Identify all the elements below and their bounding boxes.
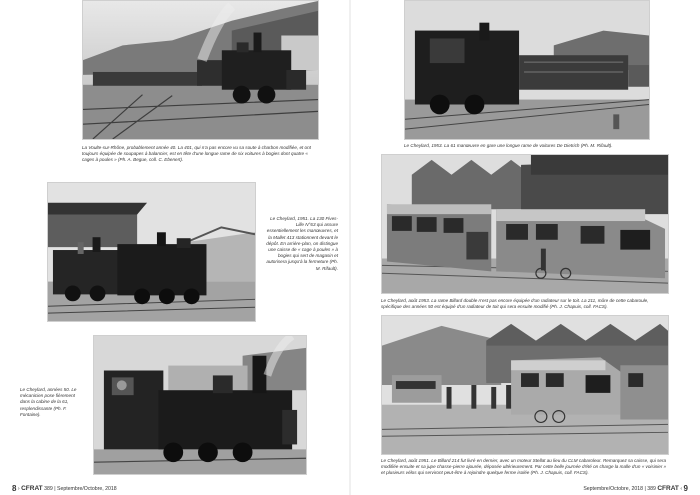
photo-cheylard-1953 [404, 0, 650, 140]
footer-right: Septembre/Octobre, 2018 | 389 CFRAT ‹ 9 [583, 484, 688, 493]
photo-voulte-train [82, 0, 319, 140]
caption-billard-214: Le Cheylard, août 1951. Le Billard 214 fut livré en dernier, avec un moteur Stellat au lieu du CLM cabaroleur. Remarquez sa caisse, qui sera modifiée ensuite et sa jupe chasse-pierre ajourée, déposée ultérieurement. Par cette belle journée d'été on charge la malle d'un « voisinier » et plusieurs vélos qui serviront peut-être à rejoindre quelque ferme isolée (Ph. J. Chapuis, coll. FACS). [381, 458, 667, 476]
footer-right-issue: 389 [647, 486, 656, 492]
footer-right-brand: CFRAT [657, 485, 679, 492]
footer-left-brand: CFRAT [21, 485, 43, 492]
footer-left-date: Septembre/Octobre, 2018 [56, 486, 117, 492]
photo-mecanicien-61 [93, 335, 307, 475]
footer-right-sep: ‹ [680, 486, 683, 492]
photo-cheylard-depot [47, 182, 256, 322]
page-number-right: 9 [683, 484, 688, 493]
caption-billard-double: Le Cheylard, août 1953. La rame Billard double n'est pas encore équipée d'un radiateur sur le toit. La 211, mûre de cette cabaroule, spécifique des années 50 est équipé d'un radiateur de toit qui sera ensuite modifié (Ph. J. Chapuis, coll. FACS). [381, 298, 649, 310]
caption-voulte: La Voulte-sur-Rhône, probablement année 40. La 401, qui n'a pas encore vu sa soute à charbon modifiée, et ont toujours équipée de soupapes à balancier, est en tête d'une longue rame de six voitures à bogies dont quatre « cages à poules » (Ph. A. Begue, coll. C. Ebenert). [82, 145, 311, 163]
footer-left-sep: › [17, 486, 20, 492]
caption-mecanicien-61: Le Cheylard, années 50. Le mécanicien pose fièrement dans la cabine de la 61, resplendissante (Ph. F. Fontaine). [20, 387, 77, 417]
page-number-left: 8 [12, 484, 17, 493]
photo-billard-214 [381, 315, 669, 455]
caption-cheylard-depot: Le Cheylard, 1951. La 130 Fives-Lille N°63 qui assure essentiellement les manœuvres, et la Mallet 413 stationnent devant le dépôt. En arrière-plan, on distingue une caisse de « cage à poules » à bogies qui sert de magasin et autorisera jusqu'à la fermeture (Ph. M. Rifault). [266, 216, 338, 271]
photo-billard-double [381, 154, 669, 294]
footer-left-issue: 389 [44, 486, 53, 492]
footer-right-date: Septembre/Octobre, 2018 [583, 486, 644, 492]
caption-cheylard-1953: Le Cheylard, 1953. La 61 manœuvre en gare une longue rame de voitures De Dietrich (Ph. M. Rifault). [404, 143, 613, 148]
page-gutter [349, 0, 351, 495]
footer-left: 8 › CFRAT 389 | Septembre/Octobre, 2018 [12, 484, 117, 493]
